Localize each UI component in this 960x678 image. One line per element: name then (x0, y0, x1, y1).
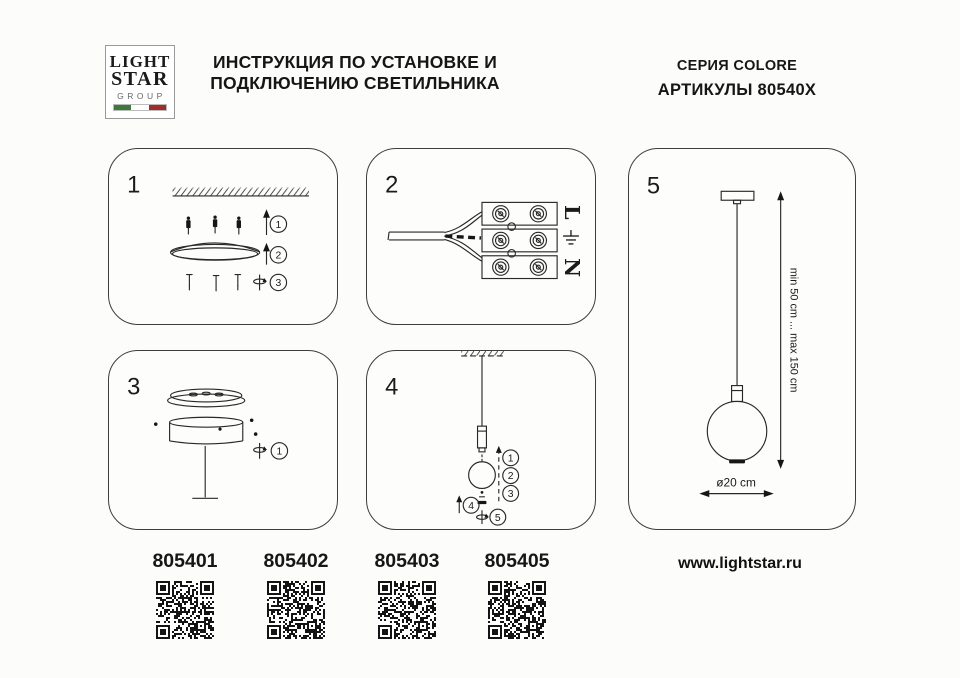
panel3-diagram (109, 351, 337, 529)
step-panel-5 (628, 148, 856, 530)
title-line-1: ИНСТРУКЦИЯ ПО УСТАНОВКЕ И (213, 52, 497, 72)
step-1-badge (271, 443, 287, 459)
article-number: 805402 (263, 550, 329, 572)
website-url: www.lightstar.ru (678, 555, 802, 572)
panel-number: 1 (127, 172, 141, 199)
svg-text:1: 1 (507, 453, 514, 465)
article-column (145, 550, 225, 639)
line-wire-label: L (560, 204, 585, 220)
qr-code (267, 581, 325, 639)
qr-code (156, 581, 214, 639)
article-column (367, 550, 447, 639)
screw-rotation-icon (254, 275, 267, 291)
logo-word-group: GROUP (117, 91, 166, 101)
qr-code (488, 581, 546, 639)
terminal-screws (493, 206, 547, 276)
series-block (637, 58, 837, 100)
socket-icon (478, 426, 487, 461)
height-dimension-label: min 50 cm ... max 150 cm (787, 267, 800, 393)
article-number: 805405 (484, 550, 550, 572)
article-column (477, 550, 557, 639)
step-panel-1 (108, 148, 338, 325)
article-number: 805403 (374, 550, 440, 572)
articles-label: АРТИКУЛЫ 80540X (657, 81, 817, 99)
wall-plugs-icon (186, 216, 241, 234)
lightstar-logo (105, 45, 175, 119)
panel-number: 3 (127, 374, 141, 401)
ceiling-hatch-icon (461, 351, 505, 356)
rod-icon (192, 446, 218, 498)
step-3-badge (270, 274, 286, 290)
arrow-up-icon (263, 243, 270, 265)
flag-red-segment (149, 105, 166, 110)
canopy-disc-icon (168, 389, 245, 407)
page-title (183, 52, 527, 94)
article-column (256, 550, 336, 639)
panel4-diagram (367, 351, 595, 529)
panel5-diagram (629, 149, 855, 529)
title-line-2: ПОДКЛЮЧЕНИЮ СВЕТИЛЬНИКА (210, 73, 500, 93)
flag-green-segment (114, 105, 131, 110)
svg-text:5: 5 (494, 512, 501, 524)
pendant-lamp-drawing (707, 191, 766, 463)
earth-icon (563, 230, 579, 244)
ceiling-hatch-icon (173, 188, 309, 196)
terminal-block-icon (482, 202, 557, 278)
supply-cable-icon (388, 212, 482, 261)
svg-text:1: 1 (275, 219, 282, 231)
screws-icon (187, 275, 241, 291)
step-2-badge (503, 468, 519, 484)
diameter-dimension-label: ø20 cm (716, 475, 756, 490)
qr-code (378, 581, 436, 639)
svg-text:2: 2 (507, 471, 514, 483)
step-3-badge (503, 485, 519, 501)
step-4-badge (463, 497, 479, 513)
panel2-diagram (367, 149, 595, 324)
step-1-badge (503, 450, 519, 466)
arrow-up-icon (456, 495, 462, 513)
article-number: 805401 (152, 550, 218, 572)
step-5-badge (490, 509, 506, 525)
panel-number: 2 (385, 172, 399, 199)
step-panel-2 (366, 148, 596, 325)
step-panel-4 (366, 350, 596, 530)
logo-word-light: LIGHT (109, 52, 171, 71)
flag-white-segment (131, 105, 148, 110)
diameter-dimension (699, 476, 773, 497)
arrow-up-icon (263, 209, 270, 235)
lamp-body-icon (170, 417, 243, 444)
panel1-diagram (109, 149, 337, 324)
screw-rotation-icon (477, 510, 489, 524)
svg-text:4: 4 (468, 500, 475, 512)
neutral-wire-label: N (560, 258, 585, 278)
panel-number: 4 (385, 374, 399, 401)
svg-text:3: 3 (507, 489, 514, 501)
step-panel-3 (108, 350, 338, 530)
svg-text:3: 3 (275, 278, 282, 290)
screw-rotation-icon (254, 443, 267, 459)
panel-number: 5 (646, 172, 661, 200)
svg-text:1: 1 (276, 446, 283, 458)
svg-text:2: 2 (275, 250, 282, 262)
step-1-badge (270, 216, 286, 232)
step-2-badge (270, 247, 286, 263)
series-name: СЕРИЯ COLORE (676, 58, 798, 74)
dashed-arrow-up-icon (496, 446, 502, 501)
logo-word-star: STAR (111, 68, 169, 90)
glass-ball-icon (469, 462, 496, 489)
ceiling-canopy-icon (171, 243, 260, 260)
italian-flag-bar (113, 104, 167, 111)
height-dimension (777, 191, 799, 469)
